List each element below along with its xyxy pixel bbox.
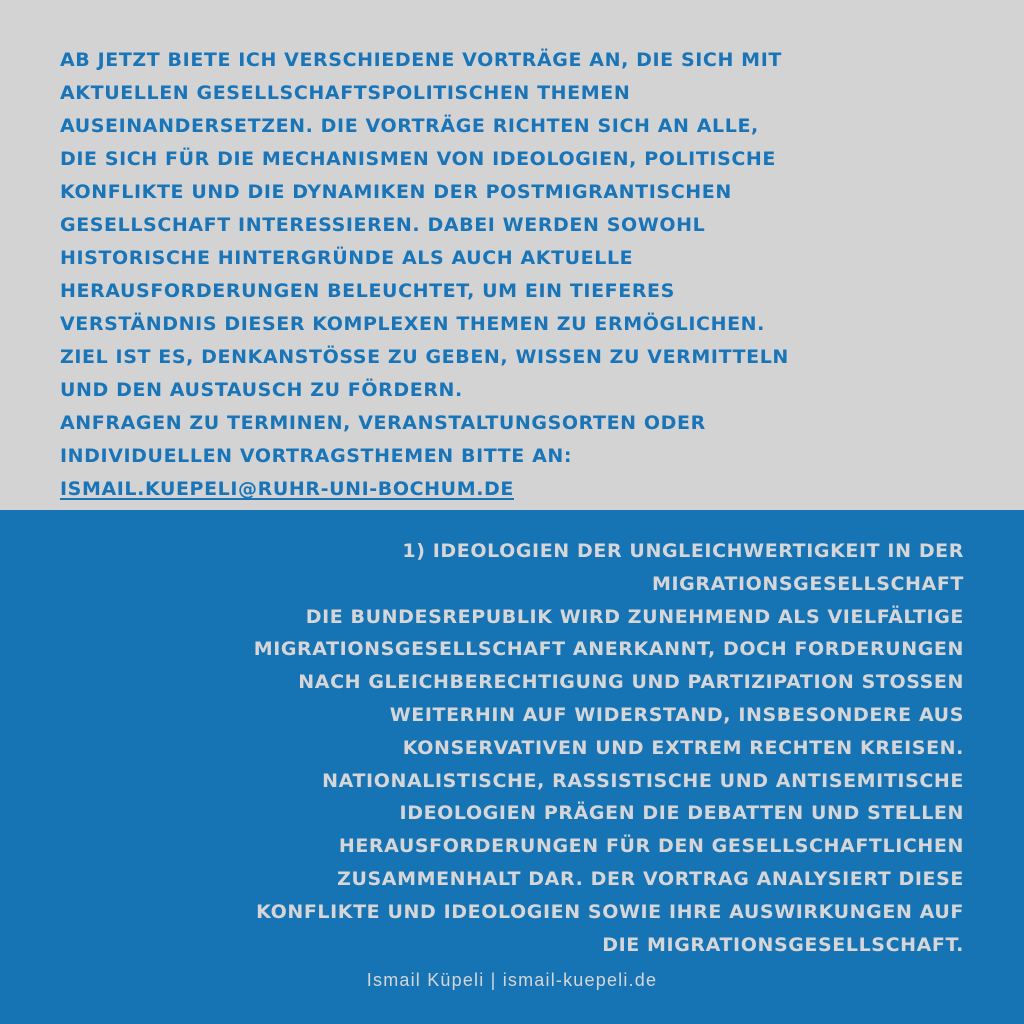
- talk-body-line: KONFLIKTE UND IDEOLOGIEN SOWIE IHRE AUSWIRKUNGEN AUF: [256, 900, 964, 923]
- intro-panel: [0, 0, 1024, 510]
- intro-line: AB JETZT BIETE ICH VERSCHIEDENE VORTRÄGE AN, DIE SICH MIT: [60, 49, 782, 71]
- email-line: [60, 473, 980, 506]
- intro-line: ZIEL IST ES, DENKANSTÖSSE ZU GEBEN, WISSEN ZU VERMITTELN: [60, 346, 789, 368]
- talk-title-line: MIGRATIONSGESELLSCHAFT: [651, 572, 964, 595]
- intro-text: [60, 44, 980, 506]
- intro-line: AUSEINANDERSETZEN. DIE VORTRÄGE RICHTEN SICH AN ALLE,: [60, 115, 759, 137]
- intro-line: HISTORISCHE HINTERGRÜNDE ALS AUCH AKTUELLE: [60, 247, 634, 269]
- intro-line: VERSTÄNDNIS DIESER KOMPLEXEN THEMEN ZU ERMÖGLICHEN.: [60, 313, 765, 335]
- intro-line: ANFRAGEN ZU TERMINEN, VERANSTALTUNGSORTEN ODER: [60, 412, 706, 434]
- intro-line: INDIVIDUELLEN VORTRAGSTHEMEN BITTE AN:: [60, 445, 573, 467]
- talk-title-line: 1) IDEOLOGIEN DER UNGLEICHWERTIGKEIT IN DER: [402, 540, 964, 562]
- talk-body-line: WEITERHIN AUF WIDERSTAND, INSBESONDERE AUS: [389, 703, 964, 726]
- intro-line: HERAUSFORDERUNGEN BELEUCHTET, UM EIN TIEFERES: [60, 280, 675, 302]
- talk-body-line: KONSERVATIVEN UND EXTREM RECHTEN KREISEN.: [402, 736, 964, 759]
- intro-line: DIE SICH FÜR DIE MECHANISMEN VON IDEOLOGIEN, POLITISCHE: [60, 148, 776, 170]
- intro-line: GESELLSCHAFT INTERESSIEREN. DABEI WERDEN SOWOHL: [60, 214, 706, 236]
- intro-line: KONFLIKTE UND DIE DYNAMIKEN DER POSTMIGRANTISCHEN: [60, 181, 732, 203]
- talk-description: [64, 535, 964, 961]
- talk-body-line: DIE MIGRATIONSGESELLSCHAFT.: [602, 933, 964, 956]
- talk-body-line: ZUSAMMENHALT DAR. DER VORTRAG ANALYSIERT DIESE: [337, 867, 964, 890]
- intro-line: AKTUELLEN GESELLSCHAFTSPOLITISCHEN THEMEN: [60, 82, 631, 104]
- talk-body-line: NACH GLEICHBERECHTIGUNG UND PARTIZIPATION STOSSEN: [298, 671, 964, 694]
- talk-body-line: NATIONALISTISCHE, RASSISTISCHE UND ANTISEMITISCHE: [322, 769, 964, 792]
- footer-credit: Ismail Küpeli | ismail-kuepeli.de: [366, 970, 658, 990]
- talk-body-line: HERAUSFORDERUNGEN FÜR DEN GESELLSCHAFTLICHEN: [338, 835, 964, 858]
- intro-line: UND DEN AUSTAUSCH ZU FÖRDERN.: [60, 379, 463, 401]
- talk-body-line: IDEOLOGIEN PRÄGEN DIE DEBATTEN UND STELLEN: [399, 802, 964, 825]
- talk-body-line: MIGRATIONSGESELLSCHAFT ANERKANNT, DOCH FORDERUNGEN: [253, 638, 964, 661]
- talk-body-line: DIE BUNDESREPUBLIK WIRD ZUNEHMEND ALS VIELFÄLTIGE: [305, 605, 964, 628]
- contact-email-link[interactable]: ISMAIL.KUEPELI@RUHR-UNI-BOCHUM.DE: [60, 478, 514, 500]
